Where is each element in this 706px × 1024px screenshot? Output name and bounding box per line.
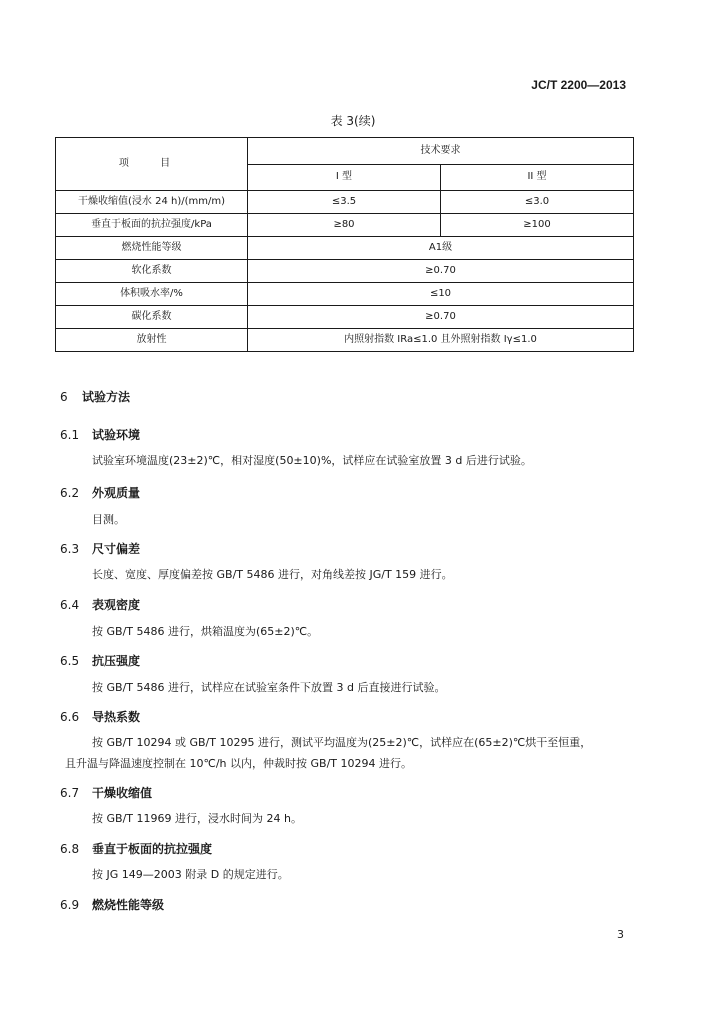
section-title: 试验方法 — [82, 390, 131, 404]
subsection-heading — [60, 708, 140, 725]
row-item: 碳化系数 — [56, 306, 248, 329]
subsection-title: 抗压强度 — [92, 654, 141, 668]
subsection-heading — [60, 484, 140, 501]
subsection-heading — [60, 784, 152, 801]
paragraph: 目测。 — [92, 513, 125, 526]
subsection-heading — [60, 596, 140, 613]
section-heading — [60, 388, 130, 405]
subsection-number: 6.2 — [60, 486, 80, 500]
subsection-number: 6.1 — [60, 428, 80, 442]
subsection-title: 燃烧性能等级 — [92, 898, 165, 912]
subsection-title: 导热系数 — [92, 710, 141, 724]
table-row — [56, 237, 634, 260]
row-type-2-value: ≤3.0 — [441, 191, 634, 214]
row-merged-value: A1级 — [248, 237, 634, 260]
subsection-number: 6.5 — [60, 654, 80, 668]
subsection-heading — [60, 896, 164, 913]
subsection-number: 6.4 — [60, 598, 80, 612]
standard-code: JC/T 2200—2013 — [531, 78, 626, 92]
subsection-title: 表观密度 — [92, 598, 141, 612]
subsection-heading — [60, 840, 212, 857]
row-merged-value: ≥0.70 — [248, 260, 634, 283]
section-number: 6 — [60, 390, 68, 404]
header-type-1: I 型 — [248, 164, 441, 191]
paragraph: 长度、宽度、厚度偏差按 GB/T 5486 进行，对角线差按 JG/T 159 进行。 — [92, 568, 453, 581]
table-row — [56, 214, 634, 237]
subsection-title: 外观质量 — [92, 486, 141, 500]
row-item: 放射性 — [56, 329, 248, 352]
paragraph: 按 GB/T 11969 进行，浸水时间为 24 h。 — [92, 812, 302, 825]
row-item: 燃烧性能等级 — [56, 237, 248, 260]
header-tech-requirements: 技术要求 — [248, 138, 634, 165]
table-caption: 表 3(续) — [330, 114, 376, 128]
table-header-row — [56, 138, 634, 165]
header-item: 项 目 — [56, 138, 248, 191]
paragraph-continuation: 且升温与降温速度控制在 10℃/h 以内，仲裁时按 GB/T 10294 进行。 — [65, 757, 412, 770]
row-merged-value: ≥0.70 — [248, 306, 634, 329]
subsection-heading — [60, 652, 140, 669]
row-type-1-value: ≥80 — [248, 214, 441, 237]
table-row — [56, 283, 634, 306]
page-number: 3 — [617, 928, 624, 941]
subsection-number: 6.6 — [60, 710, 80, 724]
subsection-number: 6.3 — [60, 542, 80, 556]
table-row — [56, 306, 634, 329]
subsection-title: 尺寸偏差 — [92, 542, 141, 556]
row-type-1-value: ≤3.5 — [248, 191, 441, 214]
paragraph: 按 GB/T 10294 或 GB/T 10295 进行，测试平均温度为(25±2)℃，试样应在(65±2)℃烘干至恒重， — [92, 736, 592, 749]
row-type-2-value: ≥100 — [441, 214, 634, 237]
spec-table — [55, 137, 634, 352]
row-merged-value: ≤10 — [248, 283, 634, 306]
paragraph: 按 GB/T 5486 进行，试样应在试验室条件下放置 3 d 后直接进行试验。 — [92, 681, 446, 694]
row-merged-value: 内照射指数 IRa≤1.0 且外照射指数 Iγ≤1.0 — [248, 329, 634, 352]
subsection-heading — [60, 540, 140, 557]
subsection-title: 干燥收缩值 — [92, 786, 153, 800]
table-row — [56, 260, 634, 283]
paragraph: 按 JG 149—2003 附录 D 的规定进行。 — [92, 868, 289, 881]
row-item: 软化系数 — [56, 260, 248, 283]
subsection-number: 6.7 — [60, 786, 80, 800]
row-item: 体积吸水率/% — [56, 283, 248, 306]
paragraph: 试验室环境温度(23±2)℃，相对湿度(50±10)%，试样应在试验室放置 3 d 后进行试验。 — [92, 454, 532, 467]
row-item: 垂直于板面的抗拉强度/kPa — [56, 214, 248, 237]
row-item: 干燥收缩值(浸水 24 h)/(mm/m) — [56, 191, 248, 214]
table-row — [56, 329, 634, 352]
subsection-title: 垂直于板面的抗拉强度 — [92, 842, 213, 856]
subsection-title: 试验环境 — [92, 428, 141, 442]
subsection-number: 6.8 — [60, 842, 80, 856]
paragraph: 按 GB/T 5486 进行，烘箱温度为(65±2)℃。 — [92, 625, 319, 638]
subsection-number: 6.9 — [60, 898, 80, 912]
header-type-2: II 型 — [441, 164, 634, 191]
subsection-heading — [60, 426, 140, 443]
table-row — [56, 191, 634, 214]
